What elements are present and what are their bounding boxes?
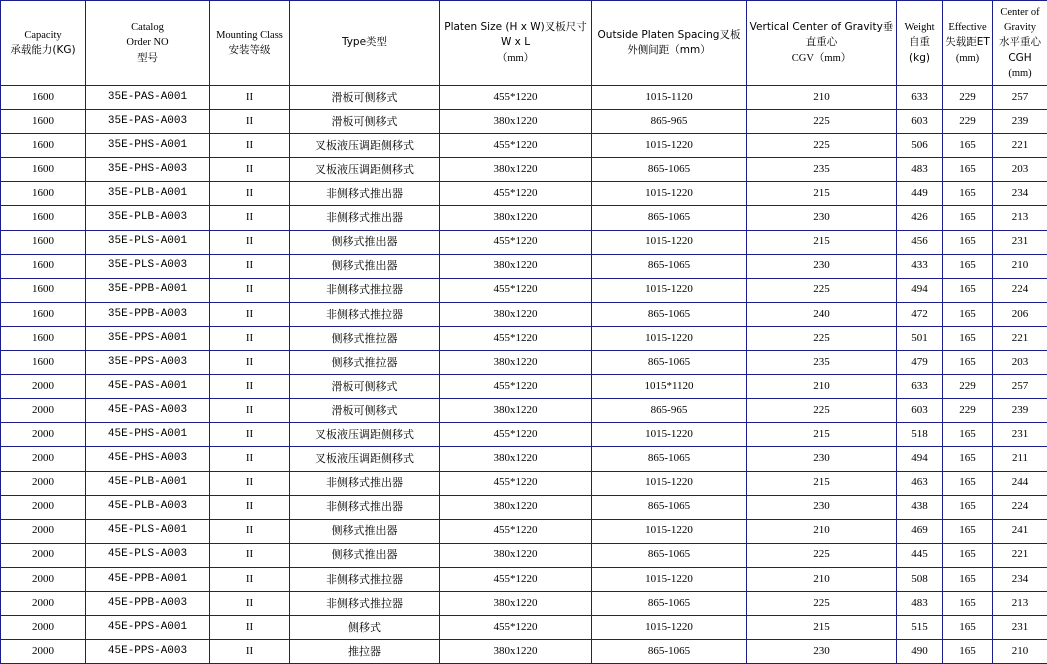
cell-cgh: 221: [993, 543, 1047, 567]
cell-platen_size: 455*1220: [440, 182, 592, 206]
cell-cgh: 224: [993, 495, 1047, 519]
table-row: [1, 447, 1047, 471]
cell-capacity: 1600: [1, 158, 86, 182]
cell-cgv: 215: [747, 616, 897, 640]
cell-cgh: 241: [993, 519, 1047, 543]
cell-cgh: 210: [993, 640, 1047, 664]
cell-effective: 165: [943, 351, 993, 375]
cell-effective: 165: [943, 567, 993, 591]
column-header-line: Mounting Class: [212, 28, 287, 43]
cell-mounting_class: II: [210, 230, 290, 254]
table-row: [1, 254, 1047, 278]
cell-cgv: 225: [747, 110, 897, 134]
cell-capacity: 2000: [1, 591, 86, 615]
cell-mounting_class: II: [210, 471, 290, 495]
cell-outside_spacing: 865-1065: [592, 640, 747, 664]
cell-mounting_class: II: [210, 447, 290, 471]
table-row: [1, 302, 1047, 326]
column-header-weight: [897, 1, 943, 86]
cell-weight: 483: [897, 158, 943, 182]
cell-outside_spacing: 1015-1220: [592, 326, 747, 350]
cell-order_no: 45E-PPB-A003: [86, 591, 210, 615]
cell-cgv: 225: [747, 326, 897, 350]
cell-capacity: 2000: [1, 375, 86, 399]
cell-mounting_class: II: [210, 495, 290, 519]
cell-outside_spacing: 865-1065: [592, 591, 747, 615]
column-header-line: 安装等级: [212, 43, 287, 58]
table-row: [1, 182, 1047, 206]
cell-mounting_class: II: [210, 399, 290, 423]
table-row: [1, 591, 1047, 615]
cell-capacity: 1600: [1, 278, 86, 302]
cell-outside_spacing: 865-1065: [592, 447, 747, 471]
cell-cgv: 235: [747, 158, 897, 182]
cell-mounting_class: II: [210, 134, 290, 158]
cell-type: 叉板液压调距侧移式: [290, 158, 440, 182]
cell-outside_spacing: 865-1065: [592, 254, 747, 278]
cell-capacity: 2000: [1, 495, 86, 519]
column-header-line: Order NO: [88, 35, 207, 50]
cell-mounting_class: II: [210, 616, 290, 640]
cell-effective: 165: [943, 206, 993, 230]
cell-weight: 463: [897, 471, 943, 495]
cell-outside_spacing: 1015-1220: [592, 471, 747, 495]
cell-type: 叉板液压调距侧移式: [290, 134, 440, 158]
cell-capacity: 2000: [1, 567, 86, 591]
cell-weight: 469: [897, 519, 943, 543]
cell-mounting_class: II: [210, 110, 290, 134]
cell-cgv: 235: [747, 351, 897, 375]
table-row: [1, 158, 1047, 182]
cell-type: 侧移式推出器: [290, 543, 440, 567]
cell-mounting_class: II: [210, 206, 290, 230]
cell-capacity: 2000: [1, 423, 86, 447]
cell-outside_spacing: 1015-1220: [592, 519, 747, 543]
cell-cgv: 230: [747, 206, 897, 230]
cell-cgh: 203: [993, 351, 1047, 375]
column-header-line: Capacity: [3, 28, 83, 43]
cell-weight: 508: [897, 567, 943, 591]
cell-weight: 633: [897, 375, 943, 399]
column-header-line: Catalog: [88, 20, 207, 35]
cell-platen_size: 380x1220: [440, 399, 592, 423]
cell-capacity: 1600: [1, 351, 86, 375]
cell-outside_spacing: 1015-1120: [592, 86, 747, 110]
cell-platen_size: 455*1220: [440, 326, 592, 350]
cell-cgv: 225: [747, 543, 897, 567]
cell-platen_size: 380x1220: [440, 543, 592, 567]
cell-platen_size: 455*1220: [440, 519, 592, 543]
cell-effective: 165: [943, 616, 993, 640]
cell-effective: 165: [943, 182, 993, 206]
cell-weight: 603: [897, 399, 943, 423]
cell-mounting_class: II: [210, 326, 290, 350]
cell-type: 滑板可侧移式: [290, 375, 440, 399]
cell-cgv: 225: [747, 134, 897, 158]
column-header-line: 失载距ET: [945, 35, 990, 50]
column-header-line: Outside Platen Spacing叉板外侧间距（mm）: [594, 28, 744, 58]
cell-outside_spacing: 1015-1220: [592, 134, 747, 158]
cell-mounting_class: II: [210, 423, 290, 447]
cell-mounting_class: II: [210, 182, 290, 206]
column-header-outside_spacing: [592, 1, 747, 86]
cell-capacity: 2000: [1, 519, 86, 543]
cell-type: 侧移式推出器: [290, 519, 440, 543]
cell-cgh: 231: [993, 423, 1047, 447]
cell-order_no: 35E-PHS-A001: [86, 134, 210, 158]
cell-type: 非侧移式推出器: [290, 471, 440, 495]
cell-effective: 165: [943, 495, 993, 519]
cell-mounting_class: II: [210, 302, 290, 326]
cell-cgh: 231: [993, 616, 1047, 640]
cell-cgh: 213: [993, 206, 1047, 230]
cell-type: 非侧移式推拉器: [290, 567, 440, 591]
cell-type: 侧移式推出器: [290, 230, 440, 254]
cell-cgh: 221: [993, 134, 1047, 158]
column-header-line: Gravity: [995, 20, 1045, 35]
cell-order_no: 45E-PPS-A003: [86, 640, 210, 664]
cell-outside_spacing: 865-1065: [592, 158, 747, 182]
cell-order_no: 35E-PAS-A003: [86, 110, 210, 134]
cell-capacity: 2000: [1, 543, 86, 567]
cell-mounting_class: II: [210, 278, 290, 302]
cell-type: 非侧移式推出器: [290, 495, 440, 519]
cell-type: 侧移式推出器: [290, 254, 440, 278]
cell-cgh: 239: [993, 399, 1047, 423]
cell-effective: 165: [943, 302, 993, 326]
cell-cgh: 234: [993, 182, 1047, 206]
cell-platen_size: 380x1220: [440, 447, 592, 471]
cell-effective: 165: [943, 158, 993, 182]
table-row: [1, 375, 1047, 399]
cell-weight: 494: [897, 278, 943, 302]
cell-weight: 456: [897, 230, 943, 254]
cell-platen_size: 455*1220: [440, 471, 592, 495]
cell-capacity: 1600: [1, 206, 86, 230]
cell-weight: 515: [897, 616, 943, 640]
cell-cgh: 257: [993, 375, 1047, 399]
column-header-platen_size: [440, 1, 592, 86]
cell-capacity: 2000: [1, 447, 86, 471]
cell-platen_size: 380x1220: [440, 495, 592, 519]
column-header-line: (mm): [995, 66, 1045, 81]
column-header-line: Weight: [899, 20, 940, 35]
cell-platen_size: 455*1220: [440, 134, 592, 158]
cell-outside_spacing: 1015-1220: [592, 567, 747, 591]
cell-platen_size: 380x1220: [440, 206, 592, 230]
cell-effective: 229: [943, 375, 993, 399]
table-row: [1, 471, 1047, 495]
cell-platen_size: 380x1220: [440, 302, 592, 326]
cell-platen_size: 455*1220: [440, 278, 592, 302]
cell-cgh: 224: [993, 278, 1047, 302]
cell-outside_spacing: 865-965: [592, 399, 747, 423]
cell-type: 叉板液压调距侧移式: [290, 423, 440, 447]
cell-weight: 506: [897, 134, 943, 158]
cell-capacity: 2000: [1, 640, 86, 664]
cell-order_no: 35E-PAS-A001: [86, 86, 210, 110]
cell-effective: 165: [943, 278, 993, 302]
cell-effective: 229: [943, 86, 993, 110]
cell-weight: 472: [897, 302, 943, 326]
cell-cgv: 215: [747, 423, 897, 447]
cell-effective: 165: [943, 519, 993, 543]
table-row: [1, 230, 1047, 254]
cell-cgv: 225: [747, 591, 897, 615]
cell-order_no: 35E-PLS-A003: [86, 254, 210, 278]
table-row: [1, 399, 1047, 423]
cell-order_no: 35E-PLB-A001: [86, 182, 210, 206]
cell-cgh: 244: [993, 471, 1047, 495]
cell-outside_spacing: 1015-1220: [592, 616, 747, 640]
cell-weight: 490: [897, 640, 943, 664]
cell-outside_spacing: 1015-1220: [592, 230, 747, 254]
cell-effective: 165: [943, 471, 993, 495]
cell-cgv: 210: [747, 519, 897, 543]
column-header-line: Center of: [995, 5, 1045, 20]
cell-capacity: 1600: [1, 230, 86, 254]
cell-capacity: 1600: [1, 86, 86, 110]
cell-order_no: 45E-PPB-A001: [86, 567, 210, 591]
cell-platen_size: 455*1220: [440, 423, 592, 447]
column-header-order_no: [86, 1, 210, 86]
column-header-line: (mm): [945, 51, 990, 66]
cell-cgh: 210: [993, 254, 1047, 278]
cell-mounting_class: II: [210, 351, 290, 375]
cell-outside_spacing: 1015-1220: [592, 423, 747, 447]
cell-type: 非侧移式推出器: [290, 206, 440, 230]
table-row: [1, 278, 1047, 302]
cell-type: 滑板可侧移式: [290, 399, 440, 423]
cell-weight: 633: [897, 86, 943, 110]
cell-order_no: 45E-PLS-A001: [86, 519, 210, 543]
cell-effective: 165: [943, 230, 993, 254]
table-row: [1, 640, 1047, 664]
table-row: [1, 495, 1047, 519]
cell-type: 非侧移式推拉器: [290, 591, 440, 615]
cell-platen_size: 455*1220: [440, 567, 592, 591]
cell-weight: 518: [897, 423, 943, 447]
cell-weight: 501: [897, 326, 943, 350]
column-header-effective: [943, 1, 993, 86]
cell-platen_size: 380x1220: [440, 110, 592, 134]
table-row: [1, 423, 1047, 447]
cell-order_no: 45E-PAS-A001: [86, 375, 210, 399]
cell-type: 滑板可侧移式: [290, 110, 440, 134]
cell-weight: 479: [897, 351, 943, 375]
cell-capacity: 2000: [1, 399, 86, 423]
cell-cgh: 257: [993, 86, 1047, 110]
table-row: [1, 543, 1047, 567]
cell-capacity: 1600: [1, 302, 86, 326]
column-header-mounting_class: [210, 1, 290, 86]
cell-platen_size: 380x1220: [440, 158, 592, 182]
cell-order_no: 35E-PPB-A001: [86, 278, 210, 302]
cell-order_no: 45E-PHS-A001: [86, 423, 210, 447]
column-header-capacity: [1, 1, 86, 86]
column-header-line: CGV（mm）: [749, 51, 894, 66]
table-row: [1, 206, 1047, 230]
cell-mounting_class: II: [210, 519, 290, 543]
cell-cgv: 215: [747, 471, 897, 495]
cell-order_no: 45E-PLS-A003: [86, 543, 210, 567]
cell-cgv: 230: [747, 254, 897, 278]
cell-type: 非侧移式推拉器: [290, 302, 440, 326]
cell-platen_size: 455*1220: [440, 375, 592, 399]
cell-outside_spacing: 865-1065: [592, 495, 747, 519]
cell-mounting_class: II: [210, 86, 290, 110]
cell-capacity: 2000: [1, 471, 86, 495]
cell-effective: 165: [943, 134, 993, 158]
column-header-line: Type类型: [292, 35, 437, 50]
cell-order_no: 35E-PPB-A003: [86, 302, 210, 326]
cell-mounting_class: II: [210, 591, 290, 615]
cell-outside_spacing: 1015*1120: [592, 375, 747, 399]
cell-cgv: 230: [747, 640, 897, 664]
cell-platen_size: 455*1220: [440, 230, 592, 254]
cell-effective: 165: [943, 591, 993, 615]
cell-cgv: 230: [747, 495, 897, 519]
cell-order_no: 45E-PLB-A001: [86, 471, 210, 495]
cell-weight: 438: [897, 495, 943, 519]
cell-cgh: 239: [993, 110, 1047, 134]
cell-capacity: 1600: [1, 182, 86, 206]
column-header-line: 承载能力(KG): [3, 43, 83, 58]
cell-mounting_class: II: [210, 567, 290, 591]
table-header: [1, 1, 1047, 86]
cell-platen_size: 380x1220: [440, 640, 592, 664]
cell-cgv: 210: [747, 375, 897, 399]
column-header-line: Vertical Center of Gravity垂直重心: [749, 20, 894, 50]
cell-weight: 426: [897, 206, 943, 230]
cell-cgv: 240: [747, 302, 897, 326]
column-header-line: 自重(kg): [899, 35, 940, 65]
cell-weight: 494: [897, 447, 943, 471]
cell-weight: 483: [897, 591, 943, 615]
table-row: [1, 110, 1047, 134]
cell-cgv: 210: [747, 567, 897, 591]
cell-order_no: 45E-PPS-A001: [86, 616, 210, 640]
cell-type: 侧移式: [290, 616, 440, 640]
cell-cgv: 225: [747, 399, 897, 423]
cell-capacity: 1600: [1, 254, 86, 278]
cell-effective: 165: [943, 326, 993, 350]
cell-effective: 165: [943, 640, 993, 664]
column-header-cgv: [747, 1, 897, 86]
cell-type: 滑板可侧移式: [290, 86, 440, 110]
cell-outside_spacing: 865-1065: [592, 206, 747, 230]
cell-type: 侧移式推拉器: [290, 351, 440, 375]
table-row: [1, 134, 1047, 158]
cell-order_no: 35E-PHS-A003: [86, 158, 210, 182]
cell-effective: 165: [943, 543, 993, 567]
column-header-line: （mm）: [442, 51, 589, 66]
cell-cgv: 210: [747, 86, 897, 110]
header-row: [1, 1, 1047, 86]
cell-outside_spacing: 865-965: [592, 110, 747, 134]
table-row: [1, 616, 1047, 640]
cell-type: 推拉器: [290, 640, 440, 664]
cell-weight: 433: [897, 254, 943, 278]
cell-cgv: 215: [747, 182, 897, 206]
cell-cgh: 203: [993, 158, 1047, 182]
cell-weight: 603: [897, 110, 943, 134]
table-row: [1, 567, 1047, 591]
table-row: [1, 351, 1047, 375]
cell-mounting_class: II: [210, 640, 290, 664]
cell-type: 叉板液压调距侧移式: [290, 447, 440, 471]
cell-effective: 165: [943, 254, 993, 278]
cell-cgh: 231: [993, 230, 1047, 254]
cell-effective: 229: [943, 399, 993, 423]
cell-capacity: 1600: [1, 326, 86, 350]
column-header-cgh: [993, 1, 1047, 86]
cell-order_no: 45E-PAS-A003: [86, 399, 210, 423]
cell-platen_size: 380x1220: [440, 591, 592, 615]
cell-type: 非侧移式推出器: [290, 182, 440, 206]
table-row: [1, 519, 1047, 543]
cell-order_no: 35E-PPS-A001: [86, 326, 210, 350]
cell-weight: 445: [897, 543, 943, 567]
cell-outside_spacing: 865-1065: [592, 351, 747, 375]
cell-mounting_class: II: [210, 375, 290, 399]
cell-order_no: 45E-PLB-A003: [86, 495, 210, 519]
table-body: [1, 86, 1047, 664]
column-header-line: Effective: [945, 20, 990, 35]
cell-type: 侧移式推拉器: [290, 326, 440, 350]
cell-cgh: 234: [993, 567, 1047, 591]
table-row: [1, 326, 1047, 350]
table-row: [1, 86, 1047, 110]
cell-type: 非侧移式推拉器: [290, 278, 440, 302]
cell-outside_spacing: 1015-1220: [592, 182, 747, 206]
column-header-type: [290, 1, 440, 86]
cell-order_no: 35E-PLS-A001: [86, 230, 210, 254]
cell-platen_size: 380x1220: [440, 254, 592, 278]
cell-weight: 449: [897, 182, 943, 206]
cell-effective: 229: [943, 110, 993, 134]
column-header-line: 水平重心CGH: [995, 35, 1045, 65]
cell-platen_size: 455*1220: [440, 86, 592, 110]
cell-capacity: 2000: [1, 616, 86, 640]
cell-outside_spacing: 865-1065: [592, 302, 747, 326]
cell-cgv: 225: [747, 278, 897, 302]
cell-platen_size: 380x1220: [440, 351, 592, 375]
cell-cgh: 213: [993, 591, 1047, 615]
cell-mounting_class: II: [210, 158, 290, 182]
cell-outside_spacing: 1015-1220: [592, 278, 747, 302]
column-header-line: Platen Size (H x W)叉板尺寸 W x L: [442, 20, 589, 50]
cell-order_no: 35E-PLB-A003: [86, 206, 210, 230]
cell-outside_spacing: 865-1065: [592, 543, 747, 567]
cell-cgv: 230: [747, 447, 897, 471]
cell-mounting_class: II: [210, 254, 290, 278]
cell-cgh: 211: [993, 447, 1047, 471]
cell-order_no: 35E-PPS-A003: [86, 351, 210, 375]
cell-cgh: 206: [993, 302, 1047, 326]
cell-order_no: 45E-PHS-A003: [86, 447, 210, 471]
cell-effective: 165: [943, 423, 993, 447]
cell-platen_size: 455*1220: [440, 616, 592, 640]
cell-mounting_class: II: [210, 543, 290, 567]
cell-cgh: 221: [993, 326, 1047, 350]
column-header-line: 型号: [88, 51, 207, 66]
cell-effective: 165: [943, 447, 993, 471]
cell-capacity: 1600: [1, 110, 86, 134]
cell-cgv: 215: [747, 230, 897, 254]
cell-capacity: 1600: [1, 134, 86, 158]
